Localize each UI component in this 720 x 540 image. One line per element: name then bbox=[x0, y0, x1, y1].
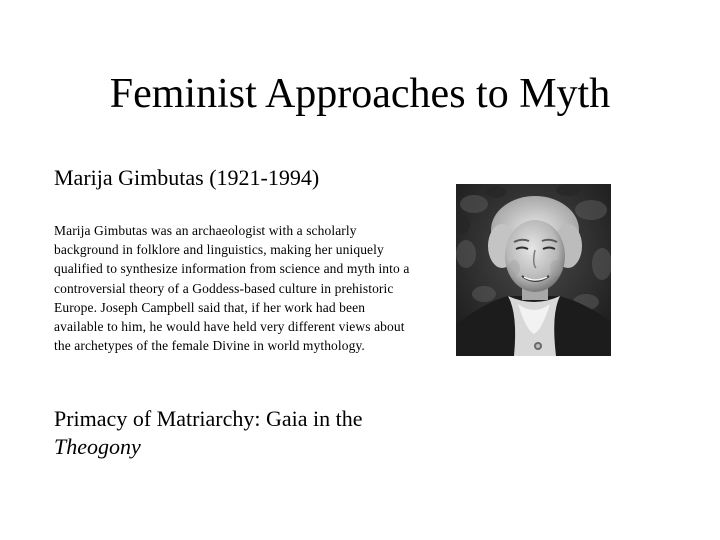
portrait-image bbox=[456, 184, 611, 356]
section-heading: Marija Gimbutas (1921-1994) bbox=[54, 165, 320, 190]
body-paragraph: Marija Gimbutas was an archaeologist with a scholarly background in folklore and linguistics, making her uniquely qualified to synthesize information from science and myth into a controversial theory of a Goddess-based culture in prehistoric Europe. Joseph Campbell said that, if her work had been available to him, he would have held very different views about the archetypes of the female Divine in world mythology. bbox=[54, 223, 410, 354]
second-point bbox=[54, 405, 434, 461]
slide-title: Feminist Approaches to Myth bbox=[109, 71, 611, 117]
second-point-italic: Theogony bbox=[54, 434, 141, 459]
portrait-photo bbox=[456, 184, 611, 356]
second-point-text: Primacy of Matriarchy: Gaia in the bbox=[54, 406, 363, 431]
